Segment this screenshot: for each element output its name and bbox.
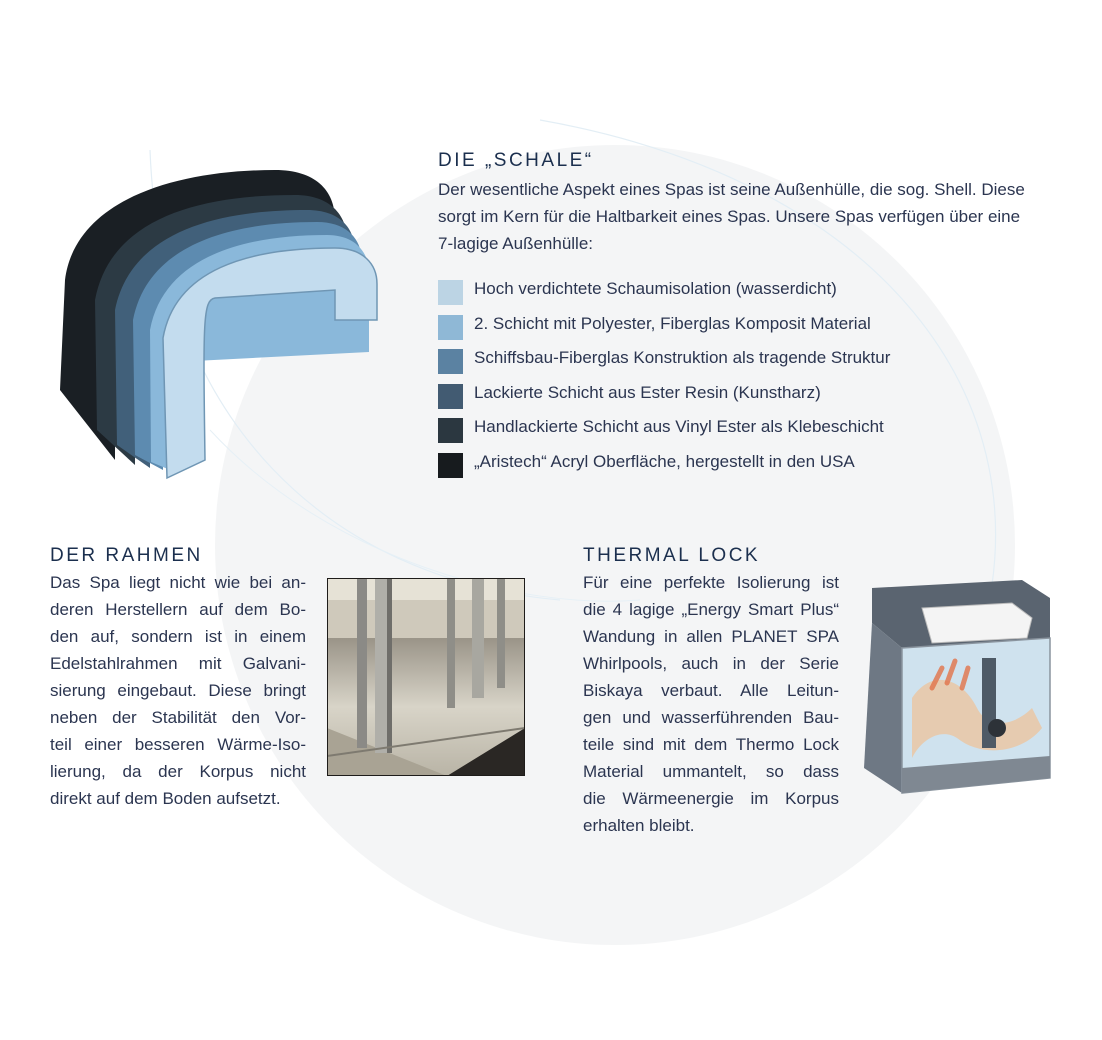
thermal-line: teile sind mit dem Thermo Lock	[583, 735, 839, 754]
schale-line: Der wesentliche Aspekt eines Spas ist seine Außenhülle, die sog. Shell. Diese	[438, 180, 1025, 199]
legend-label: Hoch verdichtete Schaumisolation (wasserdicht)	[474, 279, 837, 298]
rahmen-line: direkt auf dem Boden aufsetzt.	[50, 789, 281, 808]
thermal-line: erhalten bleibt.	[583, 816, 695, 835]
shell-layers-illustration	[55, 160, 385, 480]
rahmen-line: Edelstahlrahmen mit Galvani-	[50, 654, 306, 673]
thermal-line: Material ummantelt, so dass	[583, 762, 839, 781]
legend-item	[438, 451, 1038, 486]
schale-line: 7-lagige Außenhülle:	[438, 234, 594, 253]
rahmen-line: sierung eingebaut. Diese bringt	[50, 681, 306, 700]
rahmen-description	[50, 569, 306, 812]
legend-item	[438, 416, 1038, 451]
legend-swatch	[438, 453, 463, 478]
frame-photo	[327, 578, 525, 776]
thermal-line: die Wärmeenergie im Korpus	[583, 789, 839, 808]
rahmen-line: teil einer besseren Wärme-Iso-	[50, 735, 306, 754]
rahmen-line: Das Spa liegt nicht wie bei an-	[50, 573, 306, 592]
schale-title: DIE „SCHALE“	[438, 150, 594, 171]
thermal-line: Biskaya verbaut. Alle Leitun-	[583, 681, 839, 700]
legend-label: „Aristech“ Acryl Oberfläche, hergestellt in den USA	[474, 451, 855, 471]
legend-swatch	[438, 349, 463, 374]
legend-item	[438, 313, 1038, 348]
thermal-description	[583, 569, 839, 839]
thermal-line: Whirlpools, auch in der Serie	[583, 654, 839, 673]
rahmen-line: deren Herstellern auf dem Bo-	[50, 600, 306, 619]
thermal-line: gen und wasserführenden Bau-	[583, 708, 839, 727]
thermal-lock-illustration	[862, 578, 1054, 796]
legend-label: Handlackierte Schicht aus Vinyl Ester als Klebeschicht	[474, 417, 884, 437]
legend-item	[438, 278, 1038, 313]
thermal-line: Wandung in allen PLANET SPA	[583, 627, 839, 646]
layer-legend	[438, 278, 1038, 486]
legend-label: Lackierte Schicht aus Ester Resin (Kunstharz)	[474, 382, 821, 402]
thermal-line: die 4 lagige „Energy Smart Plus“	[583, 600, 839, 619]
legend-item	[438, 382, 1038, 417]
schale-description	[438, 176, 1058, 257]
legend-item	[438, 347, 1038, 382]
legend-swatch	[438, 315, 463, 340]
rahmen-title: DER RAHMEN	[50, 545, 203, 566]
legend-swatch	[438, 384, 463, 409]
rahmen-line: den auf, sondern ist in einem	[50, 627, 306, 646]
legend-label: 2. Schicht mit Polyester, Fiberglas Komposit Material	[474, 313, 871, 333]
legend-swatch	[438, 280, 463, 305]
legend-swatch	[438, 418, 463, 443]
rahmen-line: neben der Stabilität den Vor-	[50, 708, 306, 727]
schale-line: sorgt im Kern für die Haltbarkeit eines Spas. Unsere Spas verfügen über eine	[438, 207, 1021, 226]
legend-label: Schiffsbau-Fiberglas Konstruktion als tragende Struktur	[474, 348, 891, 368]
rahmen-line: lierung, da der Korpus nicht	[50, 762, 306, 781]
thermal-line: Für eine perfekte Isolierung ist	[583, 573, 839, 592]
thermal-title: THERMAL LOCK	[583, 545, 761, 566]
